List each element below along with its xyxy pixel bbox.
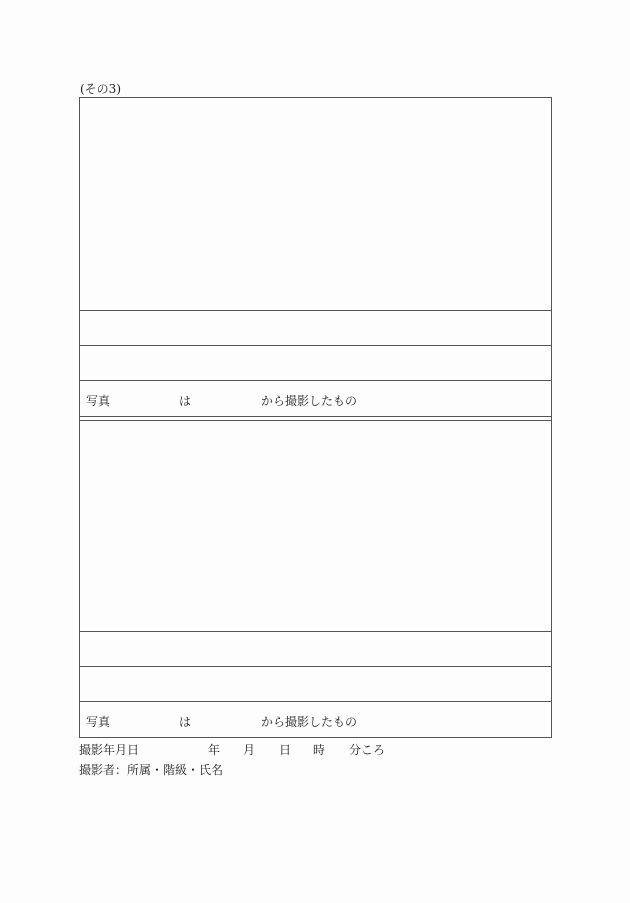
hour-label: 時: [313, 743, 326, 757]
year-label: 年: [208, 743, 221, 757]
photo-label: 写真: [86, 394, 111, 408]
page-label: (その3): [80, 82, 121, 96]
wa-label: は: [179, 394, 192, 408]
description-row-2b: [80, 666, 551, 701]
wa-label: は: [179, 715, 192, 729]
caption-row-1: [80, 380, 551, 416]
month-label: 月: [243, 743, 256, 757]
photo-area-1: [80, 98, 551, 310]
datetime-line: [79, 741, 550, 757]
description-row-2a: [80, 631, 551, 666]
photo-label: 写真: [86, 715, 111, 729]
suffix-label: から撮影したもの: [261, 394, 358, 408]
minute-label: 分ころ: [349, 743, 386, 757]
photo-area-2: [80, 420, 551, 631]
suffix-label: から撮影したもの: [261, 715, 358, 729]
datetime-label: 撮影年月日: [79, 743, 140, 757]
caption-row-2: [80, 701, 551, 737]
photo-form: [79, 97, 552, 738]
photographer-line: 撮影者：所属・階級・氏名: [79, 763, 224, 777]
description-row-1b: [80, 345, 551, 380]
description-row-1a: [80, 310, 551, 345]
day-label: 日: [279, 743, 292, 757]
